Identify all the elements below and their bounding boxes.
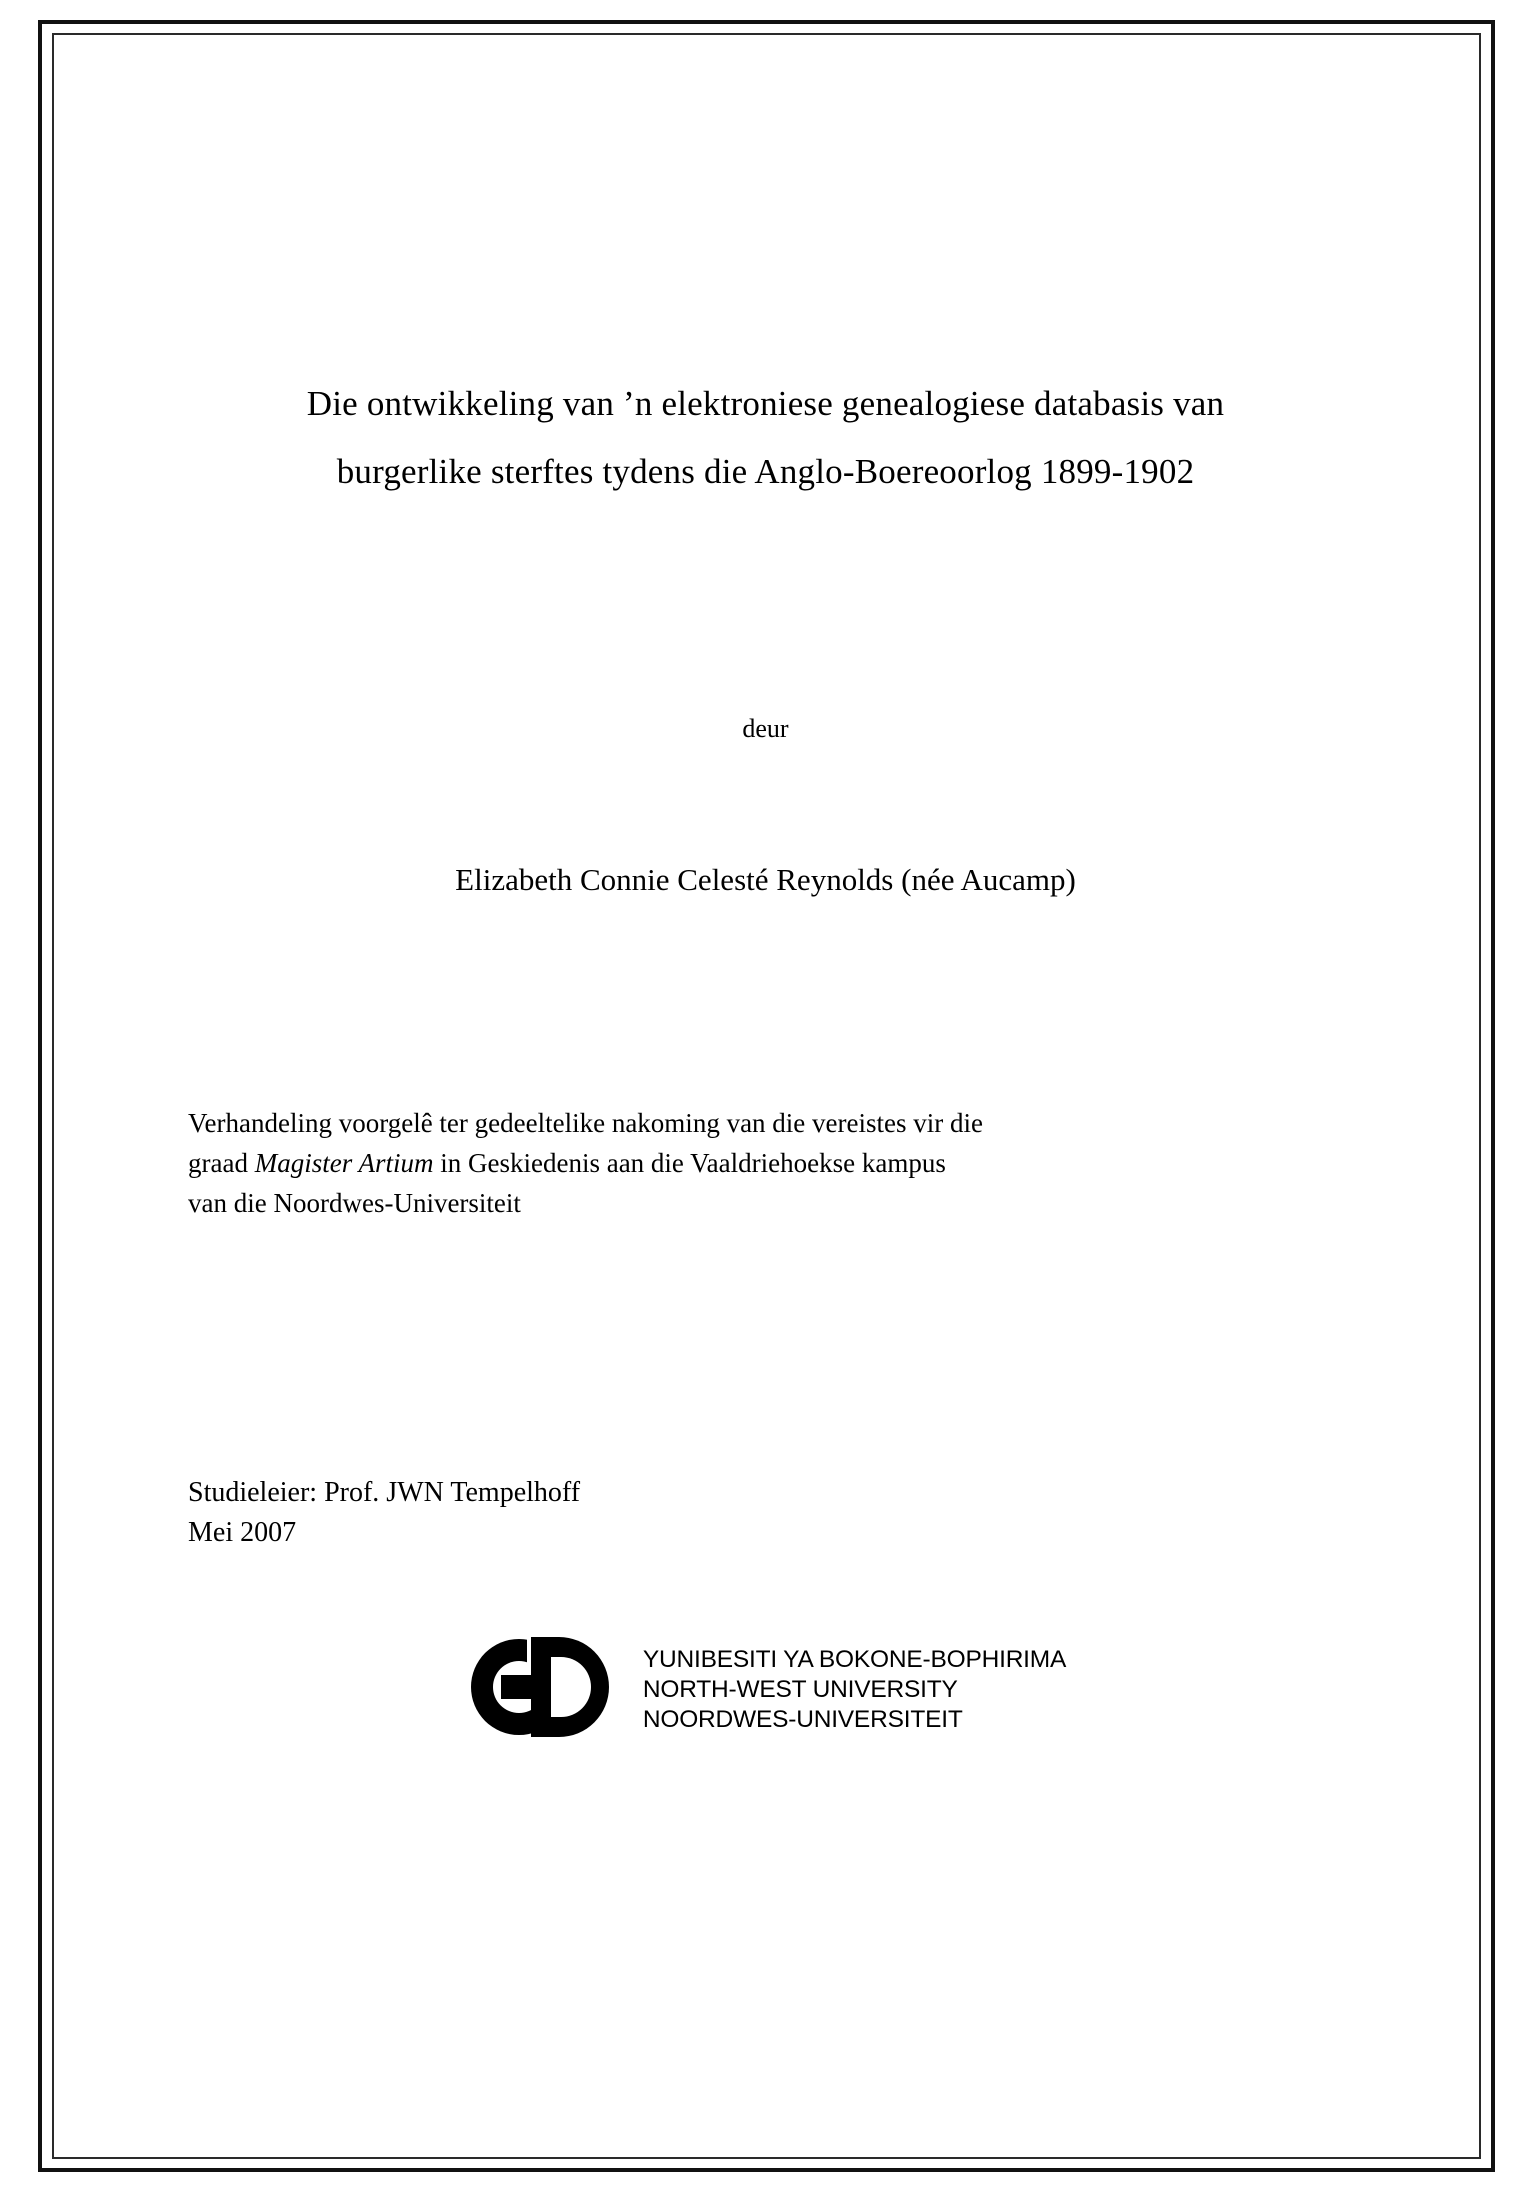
author-name: Elizabeth Connie Celesté Reynolds (née Aucamp) [455, 862, 1076, 897]
title-page-content [188, 90, 1343, 2080]
title-line-1: Die ontwikkeling van ’n elektroniese genealogiese databasis van [306, 384, 1225, 423]
nwu-logo-icon [465, 1631, 633, 1749]
degree-name-italic: Magister Artium [254, 1148, 434, 1178]
degree-statement-line-1: Verhandeling voorgelê ter gedeeltelike nakoming van die vereistes vir die [188, 1108, 983, 1138]
university-name-english: NORTH-WEST UNIVERSITY [642, 1676, 958, 1703]
supervisor-line: Studieleier: Prof. JWN Tempelhoff [188, 1477, 581, 1508]
university-name-setswana: YUNIBESITI YA BOKONE-BOPHIRIMA [642, 1646, 1067, 1673]
degree-statement-line-2 [188, 1143, 1343, 1183]
title-line-2: burgerlike sterftes tydens die Anglo-Boereoorlog 1899-1902 [336, 452, 1195, 491]
degree-statement-line-2-pre: graad [188, 1148, 255, 1178]
page-title [188, 370, 1343, 506]
university-logo-text [643, 1645, 1066, 1735]
university-logo [188, 1631, 1343, 1749]
degree-statement-line-3: van die Noordwes-Universiteit [188, 1188, 521, 1218]
degree-statement-line-2-post: in Geskiedenis aan die Vaaldriehoekse kampus [433, 1148, 946, 1178]
university-name-afrikaans: NOORDWES-UNIVERSITEIT [642, 1706, 963, 1733]
degree-statement [188, 1103, 1343, 1223]
date-line: Mei 2007 [188, 1517, 297, 1548]
supervisor-block [188, 1473, 1343, 1553]
by-label: deur [742, 714, 789, 743]
